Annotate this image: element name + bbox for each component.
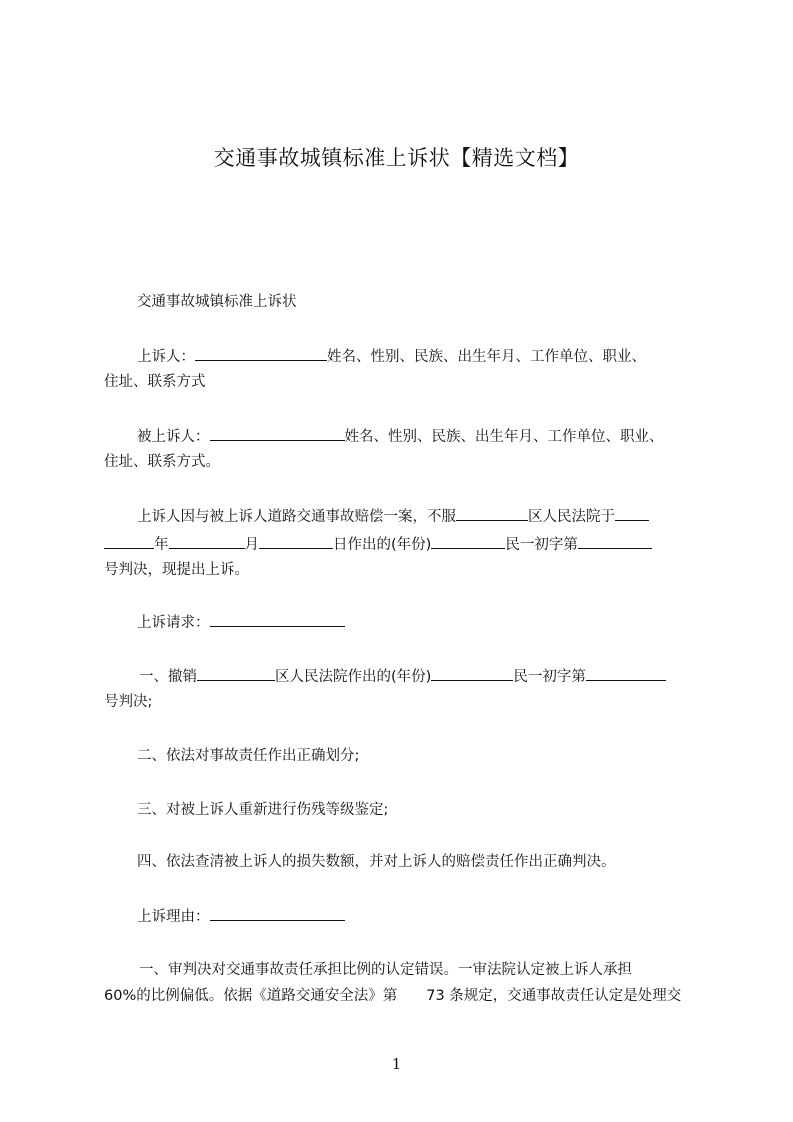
blank-field — [104, 534, 154, 549]
blank-field — [169, 534, 245, 549]
request-1-text: 区人民法院作出的(年份) — [275, 669, 432, 685]
appellee-line-2: 住址、联系方式。 — [104, 454, 220, 470]
appellee-label: 被上诉人： — [137, 429, 210, 445]
blank-field — [210, 612, 345, 627]
blank-field — [197, 666, 275, 681]
appellant-line-2: 住址、联系方式 — [104, 374, 206, 390]
reason-1-line-1: 一、审判决对交通事故责任承担比例的认定错误。一审法院认定被上诉人承担 — [139, 962, 632, 978]
subtitle: 交通事故城镇标准上诉状 — [137, 294, 297, 310]
case-intro-text: 区人民法院于 — [528, 509, 615, 525]
appellant-label: 上诉人： — [137, 349, 195, 365]
blank-field — [259, 534, 333, 549]
request-label: 上诉请求： — [137, 615, 210, 631]
blank-field — [431, 534, 505, 549]
appellee-text-1: 姓名、性别、民族、出生年月、工作单位、职业、 — [344, 429, 664, 445]
appellant-text-1: 姓名、性别、民族、出生年月、工作单位、职业、 — [327, 349, 646, 365]
request-1-line-2: 号判决; — [104, 694, 153, 710]
appellee-line-1 — [137, 426, 664, 447]
day-label: 日作出的(年份) — [333, 537, 432, 553]
request-4: 四、依法查清被上诉人的损失数额，并对上诉人的赔偿责任作出正确判决。 — [137, 854, 616, 870]
case-intro-line-2 — [104, 534, 652, 555]
blank-field — [615, 506, 649, 521]
request-3: 三、对被上诉人重新进行伤残等级鉴定; — [137, 802, 389, 818]
blank-field — [578, 534, 652, 549]
blank-field — [210, 906, 345, 921]
request-1-line-1 — [139, 666, 666, 687]
blank-field — [456, 506, 528, 521]
document-title: 交通事故城镇标准上诉状【精选文档】 — [213, 146, 580, 170]
year-label: 年 — [154, 537, 169, 553]
case-intro-line-1 — [137, 506, 649, 527]
case-intro-text: 民一初字第 — [505, 537, 578, 553]
month-label: 月 — [244, 537, 259, 553]
page-number: 1 — [391, 1055, 402, 1073]
request-1-text: 民一初字第 — [513, 669, 586, 685]
case-intro-text: 上诉人因与被上诉人道路交通事故赔偿一案，不服 — [137, 509, 456, 525]
request-label-line — [137, 612, 345, 633]
reason-label-line — [137, 906, 345, 927]
request-2: 二、依法对事故责任作出正确划分; — [137, 748, 360, 764]
case-intro-line-3: 号判决，现提出上诉。 — [104, 562, 249, 578]
appellant-line-1 — [137, 346, 646, 367]
reason-label: 上诉理由： — [137, 909, 210, 925]
blank-field — [431, 666, 513, 681]
reason-1-line-2: 60%的比例偏低。依据《道路交通安全法》第 73 条规定，交通事故责任认定是处理交 — [104, 988, 682, 1004]
request-1-text: 一、撤销 — [139, 669, 197, 685]
blank-field — [210, 426, 345, 441]
blank-field — [195, 346, 327, 361]
blank-field — [586, 666, 666, 681]
